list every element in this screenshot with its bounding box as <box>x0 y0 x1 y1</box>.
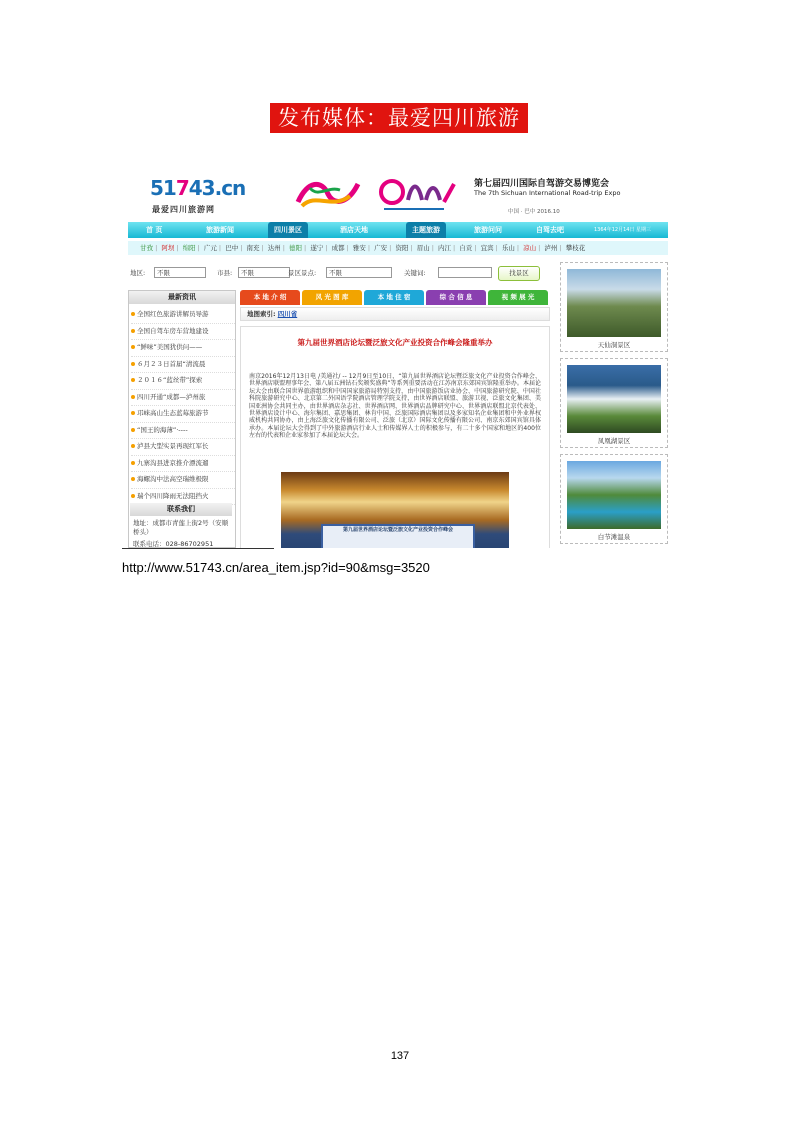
city-link[interactable]: 攀枝花 <box>565 244 586 252</box>
contact-address: 地址：成都市青莲上街2号（安顺桥头） <box>133 519 229 536</box>
city-label: 市县: <box>217 269 233 277</box>
sichuan-brand-logo <box>378 174 458 214</box>
site-header <box>128 170 668 218</box>
tab-video[interactable]: 视 频 展 光 <box>488 290 548 305</box>
tab-local-intro[interactable]: 本 地 介 绍 <box>240 290 300 305</box>
city-bar: 甘孜 | 阿坝 | 绵阳 | 广元 | 巴中 | 南充 | 达州 | 德阳 | 遂宁 | 成都 | 雅安 | 广安 | 资阳 | 眉山 | 内江 | 自贡 | 宜宾 | 乐山 | 凉山 | 泸州 | 攀枝花 <box>128 241 668 255</box>
website-screenshot <box>128 170 668 548</box>
news-item[interactable]: 四川开通“成都—泸州旅 <box>131 390 235 407</box>
news-item[interactable]: 全国自驾车房车营地建设 <box>131 324 235 341</box>
tab-photo-gallery[interactable]: 风 光 图 库 <box>302 290 362 305</box>
scenic-caption: 天仙洞景区 <box>597 341 631 349</box>
city-link[interactable]: 资阳 <box>395 244 409 252</box>
city-link[interactable]: 乐山 <box>501 244 515 252</box>
nav-date: 1364年12月14日 星期三 <box>594 227 652 233</box>
publisher-banner: 发布媒体：最爱四川旅游网 <box>270 103 528 133</box>
news-item[interactable]: 瑞个四川降雨无法阻挡火 <box>131 489 235 506</box>
scenic-card[interactable] <box>560 262 668 352</box>
news-item[interactable]: 全国红色旅游讲解员导游 <box>131 307 235 324</box>
city-link[interactable]: 凉山 <box>523 244 537 252</box>
expo-title-en: The 7th Sichuan International Road-trip Expo <box>474 189 621 197</box>
article-title: 第九届世界酒店论坛暨泛旅文化产业投资合作峰会隆重举办 <box>297 338 493 347</box>
expo-title: 第七届四川国际自驾游交易博览会 <box>474 179 610 189</box>
search-button[interactable]: 找景区 <box>498 266 540 281</box>
news-header: 最新资讯 <box>129 291 235 304</box>
news-list <box>131 307 235 505</box>
scenic-caption: 凤凰湖景区 <box>597 437 631 445</box>
colorful-china-logo <box>288 176 368 212</box>
divider-line <box>122 548 274 549</box>
right-column <box>560 262 668 548</box>
spot-select[interactable]: 不限 <box>326 267 392 278</box>
city-link[interactable]: 达州 <box>267 244 281 252</box>
scenic-card[interactable] <box>560 454 668 544</box>
city-link[interactable]: 自贡 <box>459 244 473 252</box>
news-item[interactable]: 邛崃高山生态蓝莓旅游节 <box>131 406 235 423</box>
nav-news[interactable]: 旅游新闻 <box>206 226 234 234</box>
city-link[interactable]: 成都 <box>331 244 345 252</box>
city-link[interactable]: 内江 <box>438 244 452 252</box>
news-item[interactable]: 泸县大型实景再现红军长 <box>131 439 235 456</box>
contact-phone: 联系电话：028-86702951 <box>133 540 214 548</box>
main-column <box>240 290 550 548</box>
news-item[interactable]: “鲜味”美国犹供问—— <box>131 340 235 357</box>
city-link[interactable]: 巴中 <box>225 244 239 252</box>
nav-qa[interactable]: 旅游问问 <box>474 226 502 234</box>
scenic-image <box>567 269 661 337</box>
news-item[interactable]: “国王的海薄”·---- <box>131 423 235 440</box>
nav-selfdrive[interactable]: 自驾去吧 <box>536 226 564 234</box>
city-link[interactable]: 南充 <box>246 244 260 252</box>
site-logo[interactable]: 51743.cn <box>150 176 246 200</box>
city-link[interactable]: 泸州 <box>544 244 558 252</box>
breadcrumb-link[interactable]: 四川省 <box>277 310 298 318</box>
article-photo <box>281 472 509 548</box>
site-logo-subtitle: 最爱四川旅游网 <box>152 205 215 214</box>
city-link[interactable]: 德阳 <box>289 244 303 252</box>
main-nav <box>128 222 668 238</box>
city-select[interactable]: 不限 <box>238 267 290 278</box>
nav-hotel[interactable]: 酒店天地 <box>340 226 368 234</box>
nav-scenic[interactable]: 四川景区 <box>268 222 308 238</box>
nav-home[interactable]: 首 页 <box>146 226 163 234</box>
contact-header: 联系我们 <box>130 503 232 516</box>
tab-general-info[interactable]: 综 合 信 息 <box>426 290 486 305</box>
region-select[interactable]: 不限 <box>154 267 206 278</box>
news-item[interactable]: ６月２３日首届“清流晨 <box>131 357 235 374</box>
city-link[interactable]: 雅安 <box>352 244 366 252</box>
city-link[interactable]: 甘孜 <box>140 244 154 252</box>
photo-banner-text: 第九届世界酒店论坛暨泛旅文化产业投资合作峰会 <box>321 524 475 548</box>
scenic-image <box>567 461 661 529</box>
city-link[interactable]: 广安 <box>374 244 388 252</box>
breadcrumb: 地图索引: 四川省 <box>240 307 550 321</box>
page-number: 137 <box>390 1050 410 1062</box>
news-item[interactable]: 海螺沟中法高空瑞维极限 <box>131 472 235 489</box>
tab-local-lodging[interactable]: 本 地 住 宿 <box>364 290 424 305</box>
scenic-image <box>567 365 661 433</box>
city-link[interactable]: 阿坝 <box>161 244 175 252</box>
spot-label: 景区景点: <box>288 269 317 277</box>
expo-date: 中国 · 巴中 2016.10 <box>508 209 560 215</box>
scenic-caption: 白节滩温泉 <box>597 533 631 541</box>
region-label: 地区: <box>130 269 146 277</box>
news-item[interactable]: ２０１６“蓝丝带”探索 <box>131 373 235 390</box>
keyword-input[interactable] <box>438 267 492 278</box>
contact-box <box>128 503 234 548</box>
news-item[interactable]: 九寨沟县进京推介漂流遛 <box>131 456 235 473</box>
article-body: 南京2016年12月13日电 /美通社/ -- 12月9日至10日，“第九届世界酒店论坛暨泛旅文化产业投资合作峰会、世界酒店联盟理事年会、第八届五洲钻石奖颁奖盛典”等系列重要活动在江苏南京东郊国宾馆隆重举办。本届论坛大会由联合国世界旅游组织和中国国家旅游局特别支持，由中国旅游饭店业协会、中国旅游研究院、中国社科院旅游研究中心、北京第二外国语学院酒店管理学院支持，由世界酒店联盟、旅游卫视、泛旅文化集团、美国亚洲协会共同主办，由世界酒店杂志社、世界酒店网、世界酒店品牌研究中心、世界酒店联盟北京代表处、世界酒店设计中心、海尔集团、嘉思集团、林肯中国、泛旅国际酒店集团以及多家知名企业集团和中外业界权威机构共同协办，由上海泛旅文化传播有限公司、泛旅（北京）国际文化传播有限公司、南京东郊国宾馆具体承办。本届论坛大会得到了中外旅游酒店行业人士和传媒界人士的积极参与，有二十多个国家和地区的400位左右的代表和企业家参加了本届论坛大会。 <box>249 373 541 440</box>
search-bar <box>128 266 553 280</box>
city-link[interactable]: 遂宁 <box>310 244 324 252</box>
source-url[interactable]: http://www.51743.cn/area_item.jsp?id=90&msg=3520 <box>122 560 430 575</box>
city-link[interactable]: 宜宾 <box>480 244 494 252</box>
article <box>240 326 550 548</box>
scenic-card[interactable] <box>560 358 668 448</box>
nav-theme[interactable]: 主题旅游 <box>406 222 446 238</box>
keyword-label: 关键词: <box>404 269 426 277</box>
city-link[interactable]: 广元 <box>203 244 217 252</box>
city-link[interactable]: 绵阳 <box>182 244 196 252</box>
city-link[interactable]: 眉山 <box>416 244 430 252</box>
